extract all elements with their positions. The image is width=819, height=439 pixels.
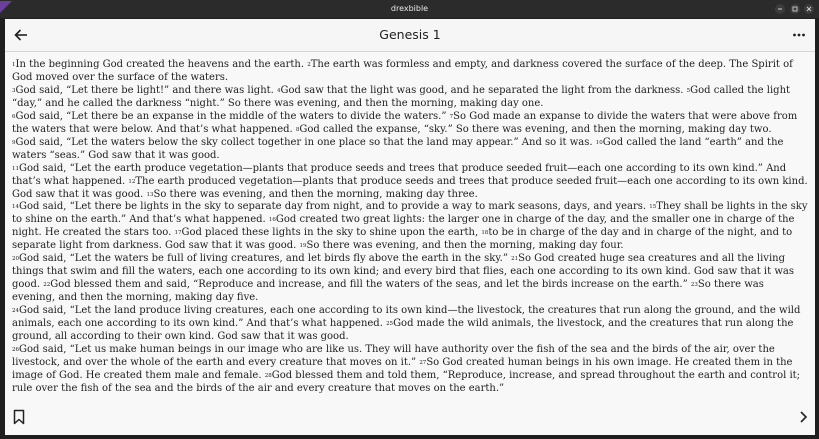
chevron-right-icon bbox=[795, 409, 811, 425]
maximize-button[interactable] bbox=[790, 4, 800, 14]
verse-number[interactable]: 3 bbox=[12, 87, 16, 94]
more-horizontal-icon bbox=[791, 27, 807, 43]
app-header bbox=[5, 19, 815, 52]
verse-text[interactable]: God blessed them and said, “Reproduce and increase, and fill the waters of the seas, and let the birds increase on the earth.” bbox=[50, 279, 691, 291]
bookmark-button[interactable] bbox=[11, 409, 27, 425]
verse-number[interactable]: 27 bbox=[419, 359, 427, 366]
minimize-button[interactable] bbox=[775, 4, 785, 14]
verse-paragraph bbox=[12, 344, 810, 393]
verse-number[interactable]: 18 bbox=[481, 230, 489, 237]
reader-app bbox=[5, 19, 815, 435]
next-chapter-button[interactable] bbox=[795, 409, 811, 425]
verse-paragraph bbox=[12, 253, 810, 305]
verse-number[interactable]: 25 bbox=[386, 321, 394, 328]
verse-number[interactable]: 1 bbox=[12, 62, 16, 68]
verse-text[interactable]: God called the light “day,” and he called the darkness “night.” So there was evening, and then the morning, making day one. bbox=[12, 84, 791, 109]
verse-number[interactable]: 6 bbox=[12, 113, 16, 120]
verse-text[interactable]: God called the expanse, “sky.” So there was evening, and then the morning, making day two. bbox=[299, 123, 772, 135]
verse-text[interactable]: God blessed them and told them, “Reproduce, increase, and spread throughout the earth and control it; rule over the fish of the sea and the birds of the air and every creature that moves on the earth.” bbox=[12, 369, 801, 393]
verse-text[interactable]: So God created human beings in his own image. He created them in the image of God. He created them male and female. bbox=[12, 356, 793, 381]
bookmark-icon bbox=[11, 409, 27, 425]
verse-paragraph bbox=[12, 85, 810, 111]
verse-paragraph bbox=[12, 137, 810, 163]
verse-text[interactable]: God said, “Let there be light!” and there was light. bbox=[15, 84, 278, 96]
verse-text[interactable]: God saw that the light was good, and he separated the light from the darkness. bbox=[280, 84, 687, 96]
verse-number[interactable]: 24 bbox=[12, 308, 19, 315]
verse-text[interactable]: They shall be lights in the sky to shine on the earth.” And that’s what happened. bbox=[12, 201, 808, 226]
verse-text[interactable]: to be in charge of the day and in charge of the night, and to separate light from darkness. God saw that it was good. bbox=[12, 227, 793, 252]
verse-text[interactable]: So there was evening, and then the morning, making day five. bbox=[12, 279, 764, 304]
verse-text[interactable]: In the beginning God created the heavens and the earth. bbox=[15, 59, 308, 70]
verse-text[interactable]: So God created huge sea creatures and all the living things that swim and fill the waters, each one according to its own kind; and every bird that flies, each one according to its own kind. God saw that it was good. bbox=[12, 253, 794, 291]
window-titlebar[interactable] bbox=[0, 0, 819, 18]
verse-text[interactable]: God said, “Let there be lights in the sky to separate day from night, and to provide a way to mark seasons, days, and years. bbox=[19, 201, 650, 213]
verse-paragraph bbox=[12, 163, 810, 202]
more-options-button[interactable] bbox=[791, 27, 807, 43]
verse-number[interactable]: 19 bbox=[299, 243, 307, 250]
verse-text[interactable]: God said, “Let the waters be full of living creatures, and let birds fly above the earth in the sky.” bbox=[19, 253, 512, 265]
verse-text[interactable]: God said, “Let the waters below the sky collect together in one place so that the land may appear.” And so it was. bbox=[15, 136, 596, 148]
verse-number[interactable]: 16 bbox=[268, 217, 276, 224]
verse-number[interactable]: 11 bbox=[12, 165, 19, 172]
verse-number[interactable]: 17 bbox=[174, 230, 182, 237]
close-button[interactable] bbox=[804, 4, 814, 14]
verse-text[interactable]: God made the wild animals, the livestock, and the creatures that run along the ground, all according to their own kind. God saw that it was good. bbox=[12, 318, 794, 343]
verse-number[interactable]: 4 bbox=[277, 87, 281, 94]
verse-text[interactable]: God said, “Let us make human beings in our image who are like us. They will have authority over the fish of the sea and the birds of the air, over the livestock, and over the whole of the earth and every creature that moves on it.” bbox=[12, 343, 775, 368]
bottom-bar bbox=[5, 399, 815, 435]
verse-text[interactable]: God placed these lights in the sky to shine upon the earth, bbox=[181, 227, 482, 239]
verse-paragraph bbox=[12, 201, 810, 253]
verse-number[interactable]: 26 bbox=[12, 346, 19, 353]
verse-text[interactable]: The earth was formless and empty, and darkness covered the surface of the deep. The Spirit of God moved over the surface of the waters. bbox=[12, 59, 793, 83]
verse-text[interactable]: So God made an expanse to divide the waters that were above from the waters that were below. And that’s what happened. bbox=[12, 110, 798, 135]
verse-paragraph bbox=[12, 59, 810, 85]
verse-text[interactable]: So there was evening, and then the morning, making day four. bbox=[306, 240, 624, 252]
verse-number[interactable]: 10 bbox=[595, 139, 603, 146]
verse-number[interactable]: 5 bbox=[686, 87, 691, 94]
verse-text[interactable]: God said, “Let the earth produce vegetation—plants that produce seeds and trees that produce seeded fruit—each one according to its own kind.” And that’s what happened. bbox=[12, 162, 787, 187]
verse-number[interactable]: 23 bbox=[690, 282, 698, 289]
verse-number[interactable]: 14 bbox=[12, 204, 19, 211]
verse-text[interactable]: So there was evening, and then the morning, making day three. bbox=[153, 188, 478, 200]
verse-text[interactable]: God said, “Let the land produce living creatures, each one according to its own kind—the livestock, the creatures that run along the ground, and the wild animals, each one according to its own kind.” And that’s what happened. bbox=[12, 305, 801, 330]
chapter-text[interactable] bbox=[12, 59, 810, 393]
verse-paragraph bbox=[12, 111, 810, 137]
verse-text[interactable]: The earth produced vegetation—plants that produce seeds and trees that produce seeded fruit—each one according to its own kind. God saw that it was good. bbox=[12, 175, 808, 200]
verse-number[interactable]: 2 bbox=[307, 62, 311, 68]
verse-number[interactable]: 22 bbox=[43, 282, 51, 289]
verse-text[interactable]: God called the land “earth” and the waters “seas.” God saw that it was good. bbox=[12, 136, 784, 161]
verse-number[interactable]: 20 bbox=[12, 256, 19, 263]
verse-number[interactable]: 8 bbox=[295, 126, 300, 133]
verse-paragraph bbox=[12, 305, 810, 344]
verse-number[interactable]: 28 bbox=[264, 372, 272, 379]
window-title: drexbible bbox=[390, 4, 429, 13]
verse-number[interactable]: 21 bbox=[511, 256, 519, 263]
page-title: Genesis 1 bbox=[379, 27, 441, 42]
verse-number[interactable]: 13 bbox=[146, 191, 154, 198]
verse-text[interactable]: God created two great lights: the larger one in charge of the day, and the smaller one in charge of the night. He created the stars too. bbox=[12, 214, 795, 239]
verse-text[interactable]: God said, “Let there be an expanse in the middle of the waters to divide the waters.” bbox=[15, 110, 450, 122]
verse-number[interactable]: 7 bbox=[449, 113, 454, 120]
verse-number[interactable]: 15 bbox=[649, 204, 657, 211]
verse-number[interactable]: 12 bbox=[128, 178, 136, 185]
verse-number[interactable]: 9 bbox=[12, 139, 16, 146]
